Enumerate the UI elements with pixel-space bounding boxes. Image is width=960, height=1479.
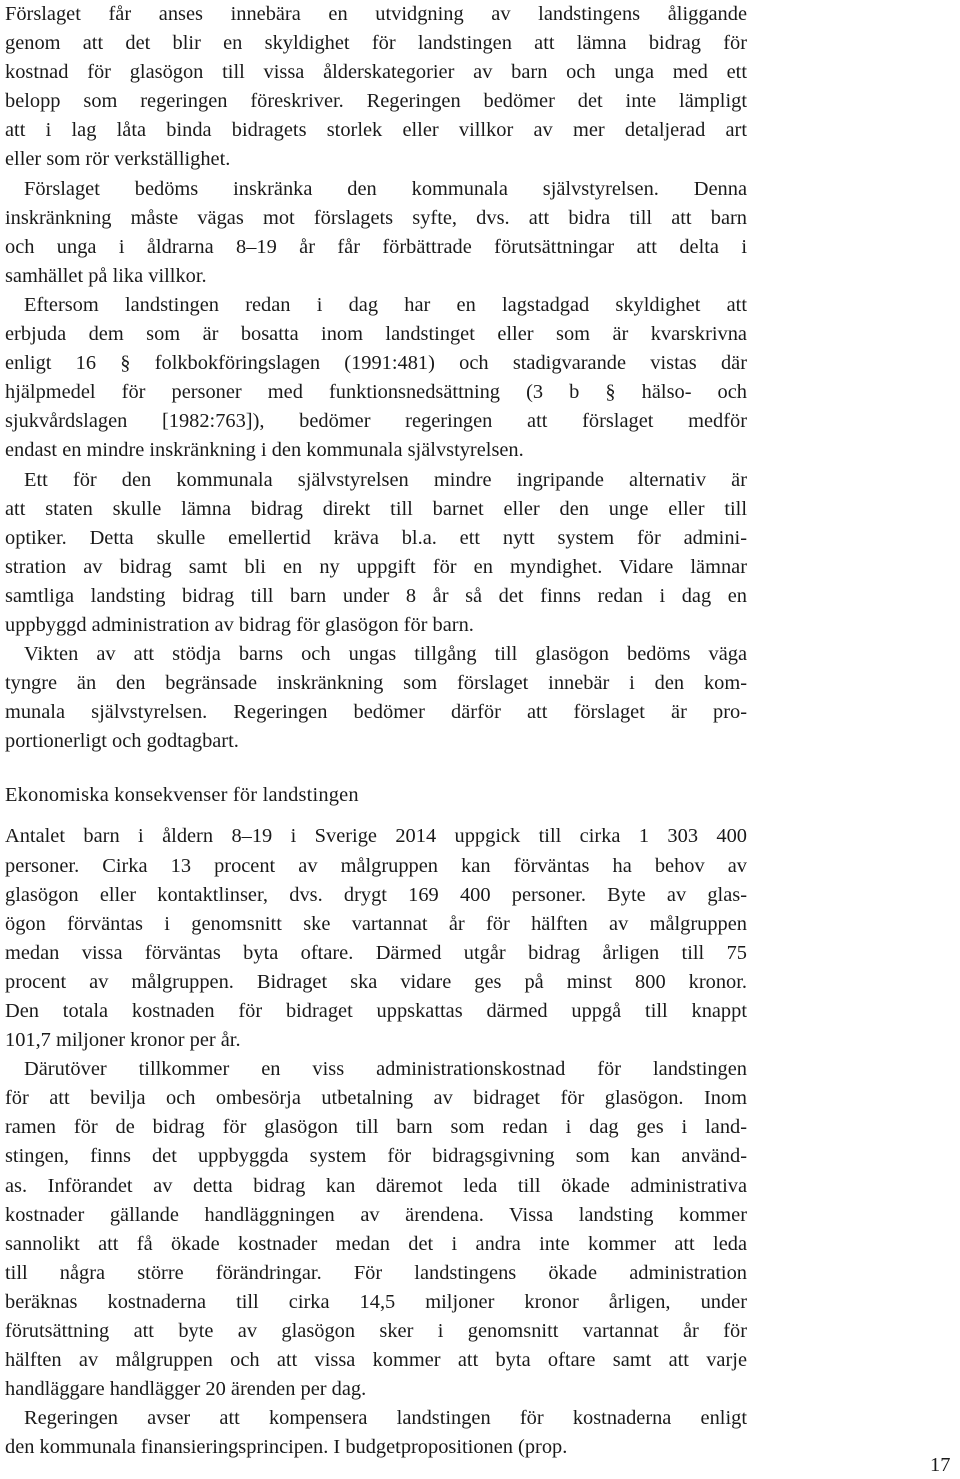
text-line: Eftersom landstingen redan i dag har en lagstadgad skyldighet att [24,293,747,316]
text-line: eller som rör verkställighet. [5,148,231,171]
paragraph [5,175,747,291]
text-line: kostnad för glasögon till vissa ålderskategorier av barn och unga med ett [5,61,747,84]
text-line: belopp som regeringen föreskriver. Regeringen bedömer det inte lämpligt [5,90,747,113]
text-line: endast en mindre inskränkning i den kommunala självstyrelsen. [5,439,524,462]
text-line: Därutöver tillkommer en viss administrationskostnad för landstingen [24,1058,747,1081]
text-line: ramen för de bidrag för glasögon till barn som redan i dag ges i land- [5,1116,747,1139]
paragraph [5,1404,747,1462]
text-line: den kommunala finansieringsprincipen. I budgetpropositionen (prop. [5,1436,568,1459]
text-line: att i lag låta binda bidragets storlek eller villkor av mer detaljerad art [5,119,747,142]
text-line: för att bevilja och ombesörja utbetalning av bidraget för glasögon. Inom [5,1087,747,1110]
text-line: Den totala kostnaden för bidraget uppskattas därmed uppgå till knappt [5,1000,747,1022]
paragraph [5,1055,747,1404]
text-line: ögon förväntas i genomsnitt ske vartannat år för hälften av målgruppen [5,912,747,935]
text-line: munala självstyrelsen. Regeringen bedömer därför att förslaget är pro- [5,701,747,724]
text-line: genom att det blir en skyldighet för landstingen att lämna bidrag för [5,32,747,55]
text-line: sjukvårdslagen [1982:763]), bedömer regeringen att förslaget medför [5,410,747,433]
text-line: samtliga landsting bidrag till barn under 8 år så det finns redan i dag en [5,584,747,607]
page-number: 17 [930,1454,951,1476]
text-line: stration av bidrag samt bli en ny uppgift för en myndighet. Vidare lämnar [5,555,747,578]
paragraph [5,291,747,466]
text-line: portionerligt och godtagbart. [5,730,239,753]
text-line: Antalet barn i åldern 8–19 i Sverige 2014 uppgick till cirka 1 303 400 [5,825,747,848]
paragraph [5,0,747,175]
text-line: stingen, finns det uppbyggda system för bidragsgivning som kan använd- [5,1145,747,1168]
text-line: personer. Cirka 13 procent av målgruppen kan förväntas ha behov av [5,854,747,877]
text-line: sannolikt att få ökade kostnader medan det i andra inte kommer att leda [5,1232,747,1255]
text-line: inskränkning måste vägas mot förslagets syfte, dvs. att bidra till att barn [5,206,747,229]
text-line: Regeringen avser att kompensera landstingen för kostnaderna enligt [24,1407,747,1430]
text-line: hjälpmedel för personer med funktionsnedsättning (3 b § hälso- och [5,381,747,404]
text-line: att staten skulle lämna bidrag direkt till barnet eller den unge eller till [5,497,747,520]
text-line: Förslaget får anses innebära en utvidgning av landstingens åliggande [5,3,747,25]
section-body-text [5,0,747,756]
section-heading: Ekonomiska konsekvenser för landstingen [5,784,359,807]
text-line: samhället på lika villkor. [5,264,207,287]
text-line: medan vissa förväntas byta oftare. Därmed utgår bidrag årligen till 75 [5,941,747,964]
text-line: hälften av målgruppen och att vissa kommer att byta oftare samt att varje [5,1349,747,1372]
text-line: kostnader gällande handläggningen av ärendena. Vissa landsting kommer [5,1203,747,1226]
paragraph [5,466,747,641]
text-line: Förslaget bedöms inskränka den kommunala självstyrelsen. Denna [24,177,747,200]
text-line: Vikten av att stödja barns och ungas tillgång till glasögon bedöms väga [24,643,747,666]
text-line: procent av målgruppen. Bidraget ska vidare ges på minst 800 kronor. [5,970,747,993]
text-line: och unga i åldrarna 8–19 år får förbättrade förutsättningar att delta i [5,235,747,258]
text-line: as. Införandet av detta bidrag kan däremot leda till ökade administrativa [5,1174,747,1197]
text-line: handläggare handlägger 20 ärenden per dag. [5,1378,367,1401]
paragraph [5,822,747,1055]
document-page [5,0,747,1463]
text-line: beräknas kostnaderna till cirka 14,5 miljoner kronor årligen, under [5,1290,747,1313]
text-line: 101,7 miljoner kronor per år. [5,1029,241,1052]
text-line: glasögon eller kontaktlinser, dvs. drygt 169 400 personer. Byte av glas- [5,883,747,906]
text-line: tyngre än den begränsade inskränkning som förslaget innebär i den kom- [5,672,747,695]
text-line: erbjuda dem som är bosatta inom landstinget eller som är kvarskrivna [5,323,747,346]
text-line: optiker. Detta skulle emellertid kräva bl.a. ett nytt system för admini- [5,526,747,549]
paragraph [5,640,747,756]
text-line: Ett för den kommunala självstyrelsen mindre ingripande alternativ är [24,468,747,491]
text-line: förutsättning att byte av glasögon sker i genomsnitt vartannat år för [5,1320,747,1343]
text-line: enligt 16 § folkbokföringslagen (1991:481) och stadigvarande vistas där [5,352,747,375]
text-line: till några större förändringar. För landstingens ökade administration [5,1261,747,1284]
section-economic-consequences [5,822,747,1462]
text-line: uppbyggd administration av bidrag för glasögon för barn. [5,613,474,636]
